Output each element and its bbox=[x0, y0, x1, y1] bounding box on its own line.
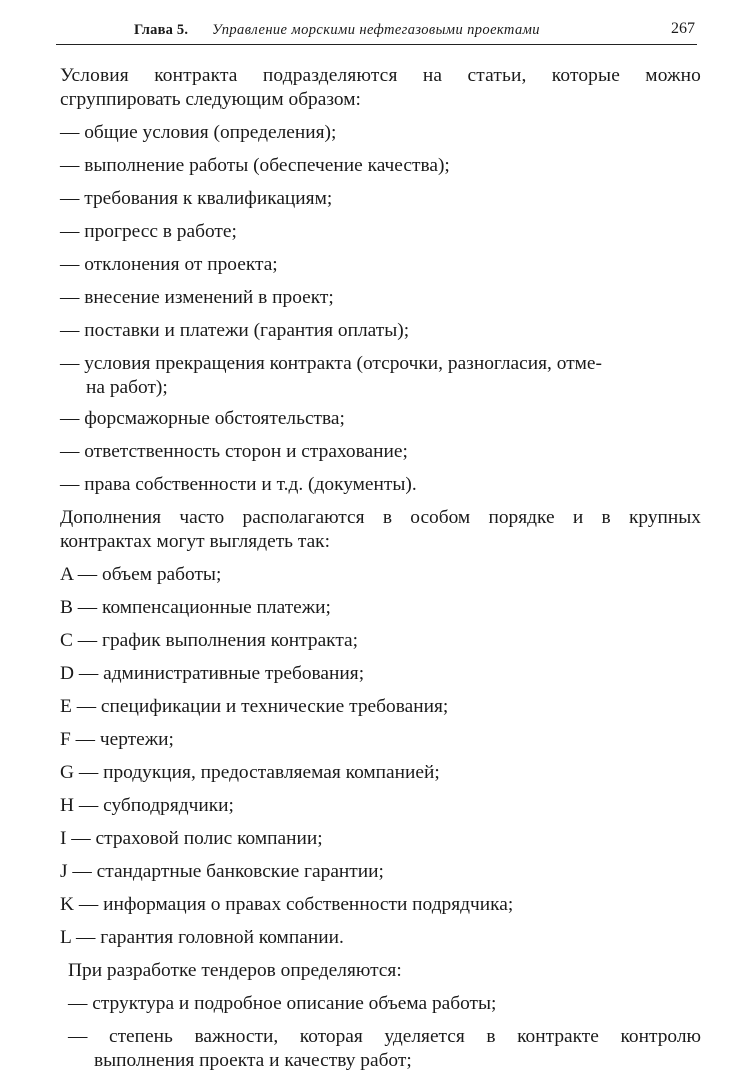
tender-intro-text: При разработке тендеров определяются: bbox=[68, 960, 402, 981]
article-text: — внесение изменений в проект; bbox=[60, 287, 334, 308]
appendix-text: H — субподрядчики; bbox=[60, 795, 234, 816]
article-item bbox=[60, 154, 701, 178]
appendix-item bbox=[60, 728, 701, 752]
appendix-item bbox=[60, 827, 701, 851]
appendix-text: A — объем работы; bbox=[60, 564, 222, 585]
article-text: — требования к квалификациям; bbox=[60, 188, 333, 209]
appendix-item bbox=[60, 596, 701, 620]
appendix-text: I — страховой полис компании; bbox=[60, 828, 323, 849]
article-text: — общие условия (определения); bbox=[60, 122, 337, 143]
article-item bbox=[60, 440, 701, 464]
appendix-text: D — административные требования; bbox=[60, 663, 365, 684]
article-text: — условия прекращения контракта (отсрочки, разногласия, отме- bbox=[60, 353, 602, 374]
article-item bbox=[60, 286, 701, 310]
article-item bbox=[60, 473, 701, 497]
tender-text: — структура и подробное описание объема работы; bbox=[68, 993, 497, 1014]
tender-text: — степень важности, которая уделяется в контракте контролю bbox=[68, 1026, 701, 1047]
appendix-intro-line: контрактах могут выглядеть так: bbox=[60, 531, 330, 552]
tender-intro bbox=[60, 959, 701, 983]
running-header bbox=[56, 20, 697, 45]
appendix-text: G — продукция, предоставляемая компанией; bbox=[60, 762, 440, 783]
article-item bbox=[60, 352, 701, 400]
chapter-title: Управление морскими нефтегазовыми проектами bbox=[212, 22, 540, 38]
article-text: — поставки и платежи (гарантия оплаты); bbox=[60, 320, 410, 341]
appendix-text: B — компенсационные платежи; bbox=[60, 597, 331, 618]
appendix-text: F — чертежи; bbox=[60, 729, 174, 750]
article-item bbox=[60, 407, 701, 431]
article-item bbox=[60, 253, 701, 277]
appendix-item bbox=[60, 695, 701, 719]
chapter-label: Глава 5. bbox=[134, 22, 189, 38]
article-text: — выполнение работы (обеспечение качества); bbox=[60, 155, 450, 176]
appendix-text: L — гарантия головной компании. bbox=[60, 927, 344, 948]
article-text-continuation: на работ); bbox=[86, 377, 168, 398]
article-item bbox=[60, 121, 701, 145]
tender-item bbox=[60, 992, 701, 1016]
appendix-item bbox=[60, 662, 701, 686]
tender-text-continuation: выполнения проекта и качеству работ; bbox=[94, 1050, 412, 1071]
appendix-item bbox=[60, 629, 701, 653]
article-item bbox=[60, 220, 701, 244]
article-text: — отклонения от проекта; bbox=[60, 254, 278, 275]
page-body bbox=[60, 64, 701, 1082]
intro-line: сгруппировать следующим образом: bbox=[60, 89, 361, 110]
intro-line: Условия контракта подразделяются на статьи, которые можно bbox=[60, 65, 701, 86]
intro-paragraph bbox=[60, 64, 701, 112]
article-text: — права собственности и т.д. (документы). bbox=[60, 474, 417, 495]
appendix-text: E — спецификации и технические требования; bbox=[60, 696, 449, 717]
appendix-item bbox=[60, 860, 701, 884]
appendix-intro-paragraph bbox=[60, 506, 701, 554]
appendix-item bbox=[60, 761, 701, 785]
article-item bbox=[60, 187, 701, 211]
tender-item bbox=[60, 1025, 701, 1073]
appendix-text: J — стандартные банковские гарантии; bbox=[60, 861, 384, 882]
article-text: — форсмажорные обстоятельства; bbox=[60, 408, 345, 429]
article-item bbox=[60, 319, 701, 343]
page-number: 267 bbox=[671, 20, 695, 37]
appendix-item bbox=[60, 563, 701, 587]
article-text: — прогресс в работе; bbox=[60, 221, 237, 242]
article-text: — ответственность сторон и страхование; bbox=[60, 441, 408, 462]
appendix-item bbox=[60, 926, 701, 950]
appendix-text: C — график выполнения контракта; bbox=[60, 630, 359, 651]
appendix-text: K — информация о правах собственности подрядчика; bbox=[60, 894, 514, 915]
appendix-item bbox=[60, 893, 701, 917]
appendix-intro-line: Дополнения часто располагаются в особом порядке и в крупных bbox=[60, 507, 701, 528]
appendix-item bbox=[60, 794, 701, 818]
